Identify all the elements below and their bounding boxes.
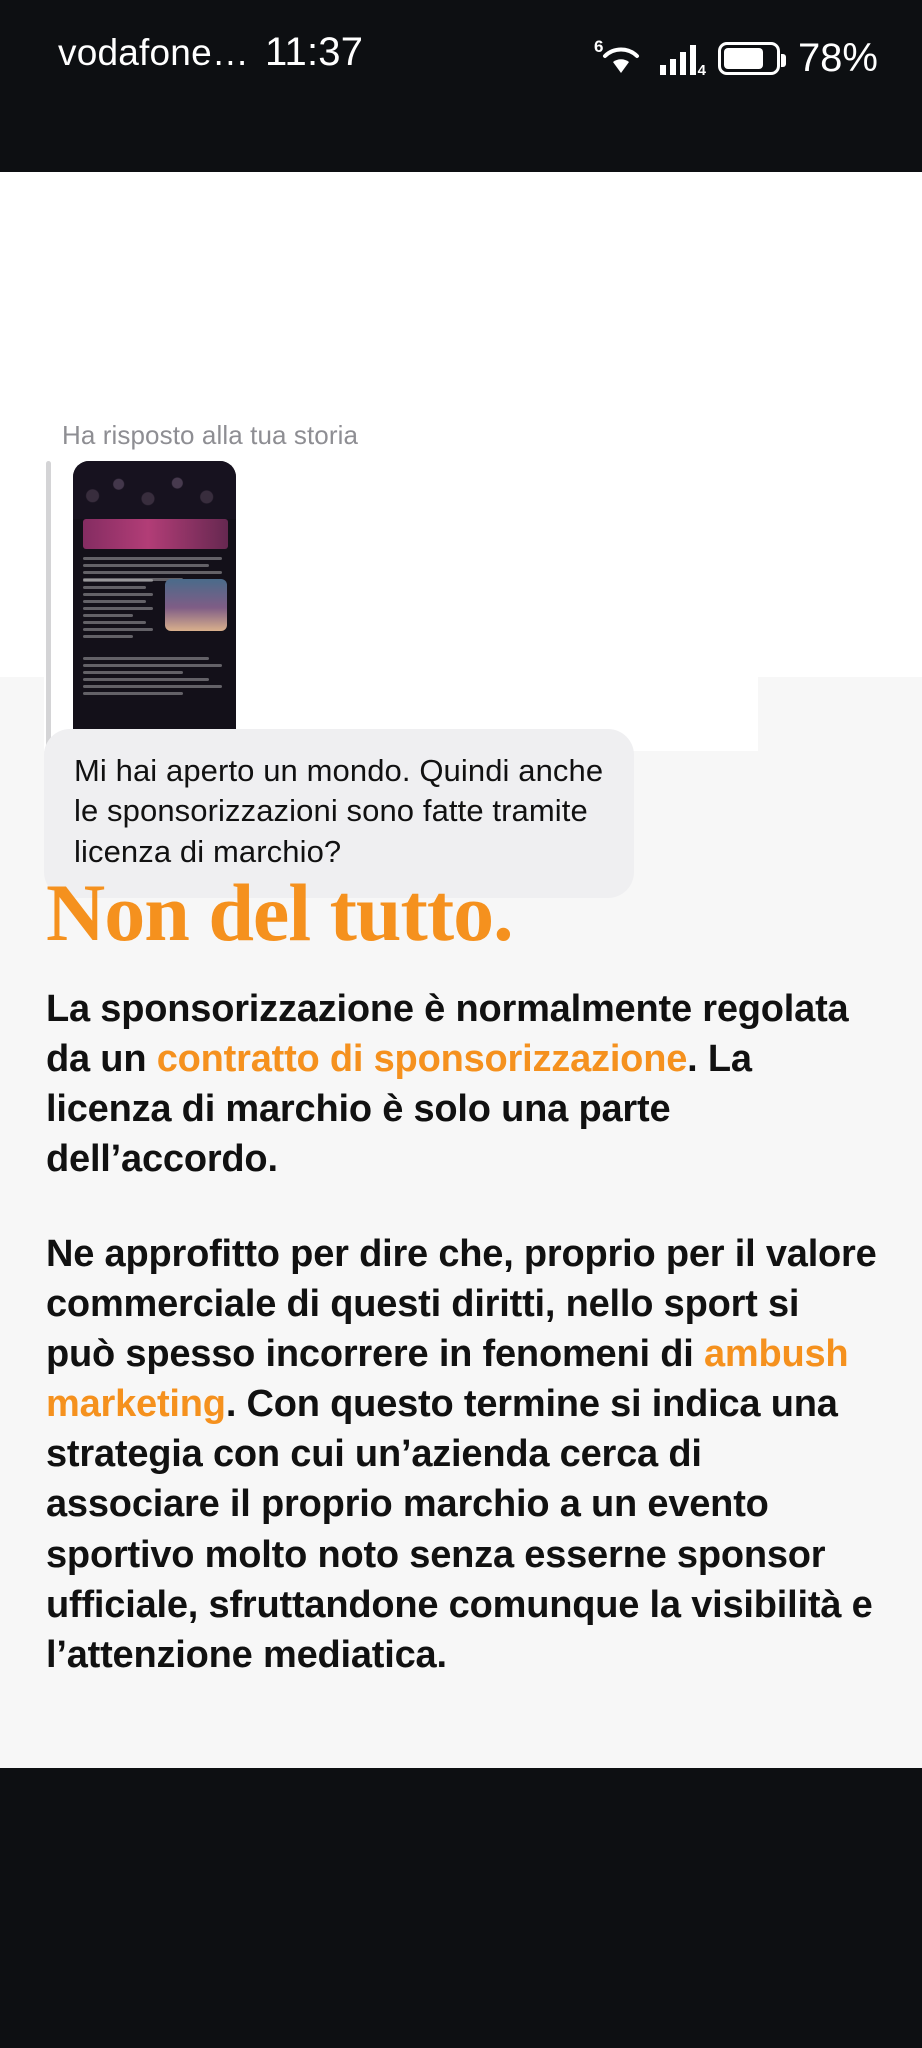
story-thumbnail-text-block-1 [83, 557, 226, 581]
battery-percent-label: 78% [797, 36, 878, 80]
status-bar-right [593, 30, 878, 81]
quote-bar [46, 461, 51, 751]
bottom-system-bar [0, 1768, 922, 2048]
status-bar-left [58, 30, 363, 75]
story-reply-label: Ha risposto alla tua storia [62, 420, 359, 450]
story-thumbnail-photo [165, 579, 227, 631]
incoming-message-bubble[interactable]: Mi hai aperto un mondo. Quindi anche le sponsorizzazioni sono fatte tramite licenza di marchio? [44, 729, 634, 898]
cellular-generation-label: 4 [697, 61, 706, 79]
cellular-signal-icon [658, 39, 704, 79]
wifi-icon [593, 36, 644, 79]
story-thumbnail-text-block-3 [83, 657, 226, 695]
answer-p2-text-1: Ne approfitto per dire che, proprio per il valore commerciale di questi diritti, nello sport si può spesso incorrere in fenomeni di [46, 1232, 877, 1375]
answer-p2-text-2: . Con questo termine si indica una strategia con cui un’azienda cerca di associare il proprio marchio a un evento sportivo molto noto senza esserne sponsor ufficiale, sfruttandone comunque la visibilità e l’attenzione mediatica. [46, 1383, 873, 1676]
battery-icon [718, 42, 780, 75]
story-thumbnail-text-block-2 [83, 579, 155, 638]
battery-fill [724, 48, 763, 69]
story-thumbnail-crowd [73, 461, 236, 519]
story-thumbnail-title-band [83, 519, 228, 549]
story-reply-row [44, 461, 758, 751]
status-bar [0, 0, 922, 172]
answer-headline: Non del tutto. [46, 867, 513, 958]
answer-p1-text-1: La sponsorizzazione è normalmente regolata da un [46, 988, 849, 1081]
answer-p2-highlight-1: ambush marketing [46, 1332, 849, 1426]
content-area [0, 172, 922, 1768]
story-reply-block [44, 404, 758, 751]
answer-p1-text-2: . La licenza di marchio è solo una parte dell’accordo. [46, 1038, 752, 1181]
clock-label: 11:37 [265, 30, 364, 74]
answer-paragraph-1 [46, 984, 878, 1185]
carrier-label: vodafone… [58, 32, 250, 73]
wifi-generation-label: 6 [593, 36, 604, 56]
answer-paragraph-2 [46, 1229, 878, 1680]
answer-p1-highlight-1: contratto di sponsorizzazione [156, 1038, 688, 1081]
answer-block [46, 867, 878, 1680]
story-thumbnail[interactable] [73, 461, 236, 751]
